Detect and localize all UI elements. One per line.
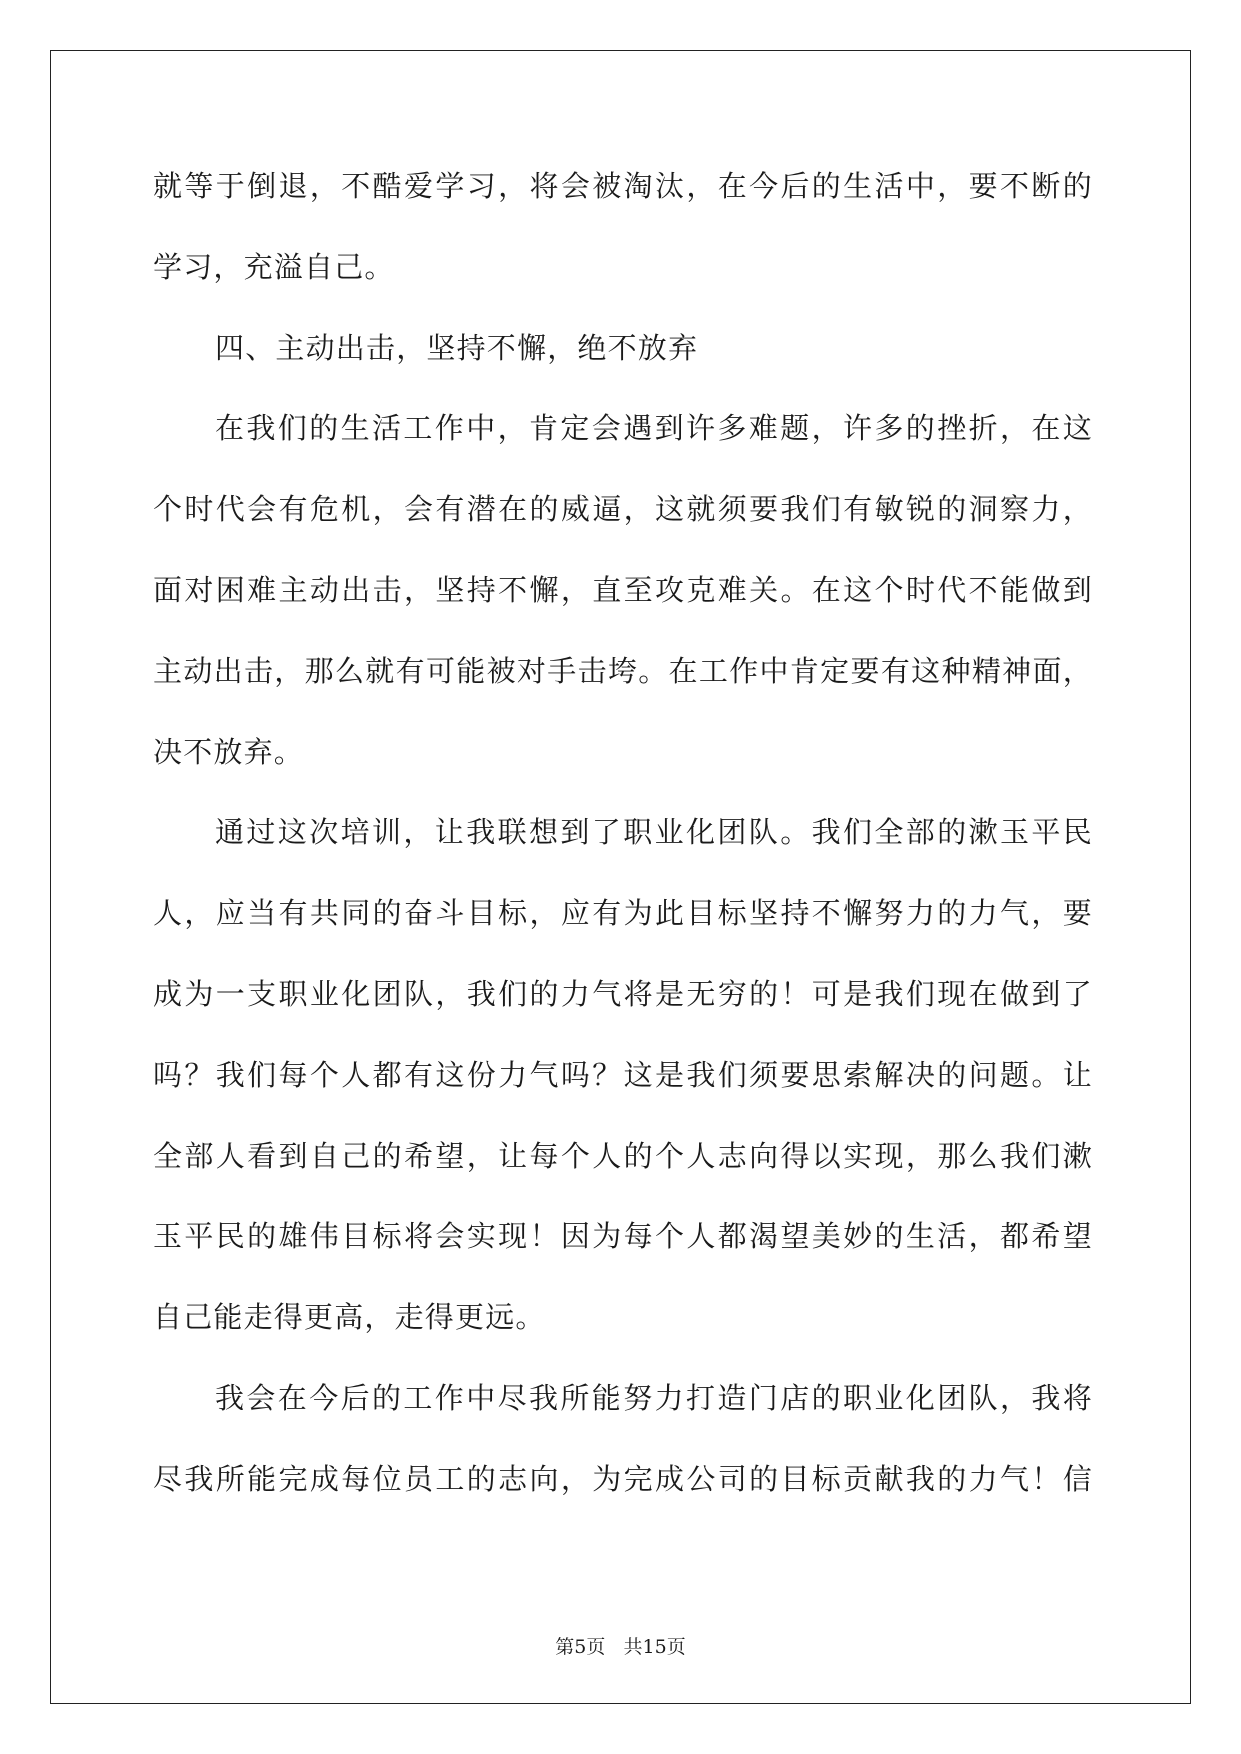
footer-page-number: 5: [574, 1636, 587, 1658]
text-line: 人，应当有共同的奋斗目标，应有为此目标坚持不懈努力的力气，要: [153, 896, 1093, 931]
footer-total-suffix: 页: [666, 1636, 686, 1658]
footer-page-prefix: 第: [555, 1636, 575, 1658]
text-line: 学习，充溢自己。: [153, 249, 395, 284]
footer-page-suffix: 页: [586, 1636, 606, 1658]
text-line: 成为一支职业化团队，我们的力气将是无穷的！可是我们现在做到了: [153, 976, 1093, 1011]
text-line: 面对困难主动出击，坚持不懈，直至攻克难关。在这个时代不能做到: [153, 572, 1093, 607]
text-line: 玉平民的雄伟目标将会实现！因为每个人都渴望美妙的生活，都希望: [153, 1219, 1093, 1254]
text-line: 决不放弃。: [153, 734, 305, 769]
document-body: [153, 160, 1093, 1534]
text-line: 吗？我们每个人都有这份力气吗？这是我们须要思索解决的问题。让: [153, 1057, 1093, 1092]
text-line: 我会在今后的工作中尽我所能努力打造门店的职业化团队，我将: [215, 1380, 1093, 1415]
text-line: 自己能走得更高，走得更远。: [153, 1300, 546, 1335]
page-footer: [0, 1632, 1241, 1659]
text-line: 尽我所能完成每位员工的志向，为完成公司的目标贡献我的力气！信: [153, 1461, 1093, 1496]
text-line: 个时代会有危机，会有潜在的威逼，这就须要我们有敏锐的洞察力，: [153, 492, 1093, 527]
text-line: 就等于倒退，不酷爱学习，将会被淘汰，在今后的生活中，要不断的: [153, 169, 1093, 203]
text-line: 在我们的生活工作中，肯定会遇到许多难题，许多的挫折，在这: [215, 411, 1093, 446]
section-heading: 四、主动出击，坚持不懈，绝不放弃: [215, 330, 699, 365]
text-line: 通过这次培训，让我联想到了职业化团队。我们全部的漱玉平民: [215, 815, 1093, 850]
text-line: 全部人看到自己的希望，让每个人的个人志向得以实现，那么我们漱: [153, 1138, 1093, 1173]
footer-total-prefix: 共: [623, 1636, 643, 1658]
text-line: 主动出击，那么就有可能被对手击垮。在工作中肯定要有这种精神面，: [153, 653, 1093, 688]
footer-total-pages: 15: [642, 1636, 667, 1658]
